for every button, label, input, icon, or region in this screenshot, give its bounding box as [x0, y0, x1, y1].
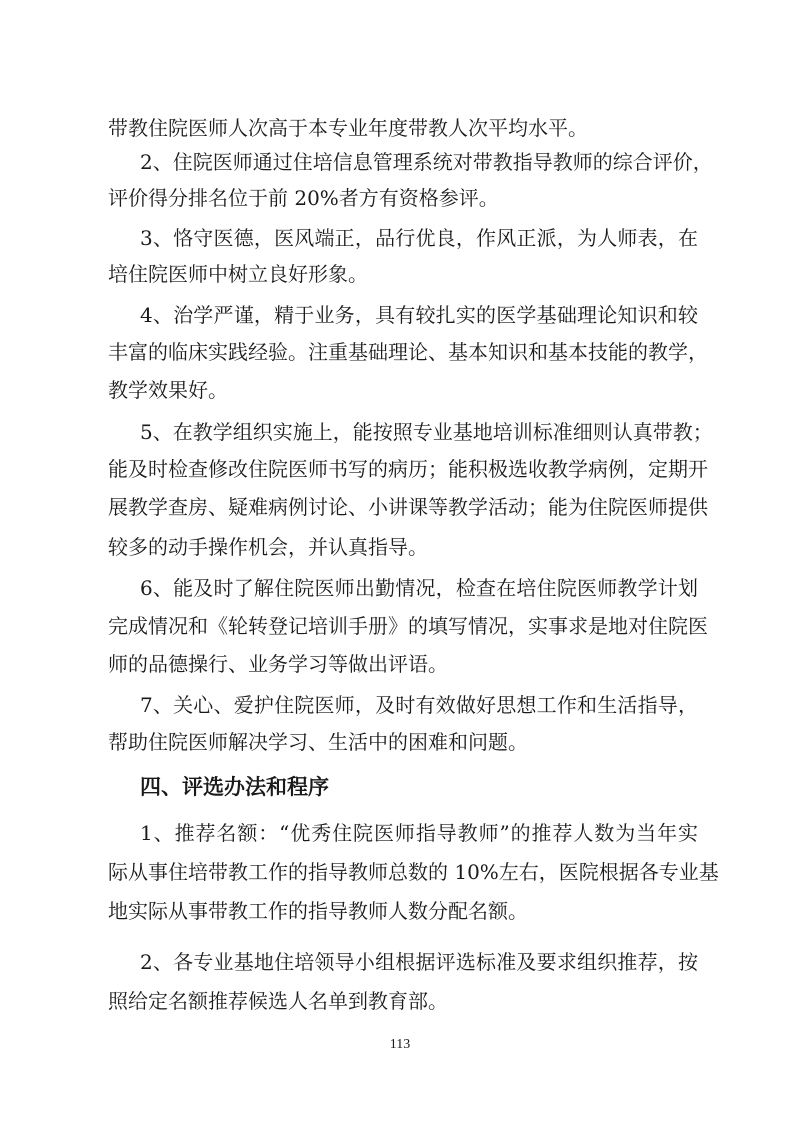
text-line: 较多的动手操作机会，并认真指导。 — [108, 535, 428, 559]
text-line: 丰富的临床实践经验。注重基础理论、基本知识和基本技能的教学， — [108, 340, 708, 364]
text-line: 评价得分排名位于前 20%者方有资格参评。 — [108, 186, 499, 210]
text-line: 2、住院医师通过住培信息管理系统对带教指导教师的综合评价， — [140, 150, 713, 174]
text-line: 展教学查房、疑难病例讨论、小讲课等教学活动；能为住院医师提供 — [108, 495, 708, 519]
text-line: 1、推荐名额：“优秀住院医师指导教师”的推荐人数为当年实 — [140, 821, 698, 845]
page-number: 113 — [389, 1037, 411, 1052]
text-line: 5、在教学组织实施上，能按照专业基地培训标准细则认真带教； — [140, 420, 713, 444]
text-line: 际从事住培带教工作的指导教师总数的 10%左右，医院根据各专业基 — [108, 860, 719, 884]
text-line: 帮助住院医师解决学习、生活中的困难和问题。 — [108, 730, 528, 754]
text-line: 2、各专业基地住培领导小组根据评选标准及要求组织推荐，按 — [140, 950, 698, 974]
text-line: 完成情况和《轮转登记培训手册》的填写情况，实事求是地对住院医 — [108, 614, 708, 638]
text-line: 能及时检查修改住院医师书写的病历；能积极选收教学病例，定期开 — [108, 457, 708, 481]
text-line: 6、能及时了解住院医师出勤情况，检查在培住院医师教学计划 — [140, 576, 698, 600]
text-line: 培住院医师中树立良好形象。 — [108, 262, 368, 286]
text-line: 7、关心、爱护住院医师，及时有效做好思想工作和生活指导， — [140, 693, 698, 717]
text-line: 师的品德操行、业务学习等做出评语。 — [108, 652, 448, 676]
text-line: 教学效果好。 — [108, 378, 228, 402]
text-line: 带教住院医师人次高于本专业年度带教人次平均水平。 — [108, 116, 588, 140]
text-line: 地实际从事带教工作的指导教师人数分配名额。 — [108, 899, 528, 923]
text-line: 4、治学严谨，精于业务，具有较扎实的医学基础理论知识和较 — [140, 303, 698, 327]
text-line: 照给定名额推荐候选人名单到教育部。 — [108, 989, 448, 1013]
text-line: 3、恪守医德，医风端正，品行优良，作风正派，为人师表，在 — [140, 226, 698, 250]
section-heading: 四、评选办法和程序 — [140, 775, 329, 799]
